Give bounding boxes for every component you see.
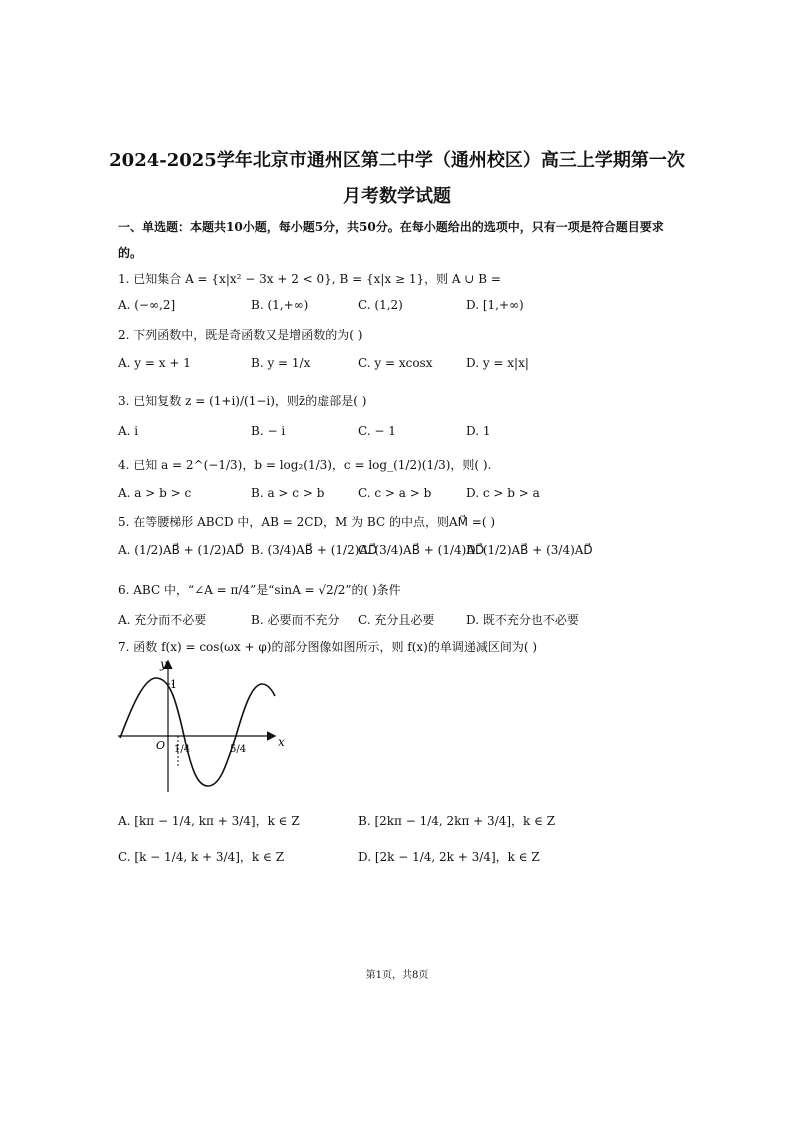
q5-option-a: A. (1/2)AB⃗ + (1/2)AD⃗ bbox=[118, 543, 245, 557]
q3-option-a: A. i bbox=[118, 424, 139, 438]
section-heading: 一、单选题：本题共10小题，每小题5分，共50分。在每小题给出的选项中，只有一项是符合题目要求 bbox=[118, 220, 664, 234]
section-heading-cont: 的。 bbox=[118, 246, 143, 260]
graph-tick-x2: 5/4 bbox=[230, 744, 247, 755]
q2-stem: 2. 下列函数中，既是奇函数又是增函数的为( ) bbox=[118, 328, 363, 342]
q6-option-d: D. 既不充分也不必要 bbox=[466, 613, 579, 627]
q4-stem: 4. 已知 a = 2^(−1/3)，b = log₂(1/3)，c = log_(1/2)(1/3)，则( ). bbox=[118, 458, 492, 472]
doc-title-line1: 2024-2025学年北京市通州区第二中学（通州校区）高三上学期第一次 bbox=[109, 150, 685, 171]
q2-option-a: A. y = x + 1 bbox=[118, 356, 191, 370]
q5-stem: 5. 在等腰梯形 ABCD 中，AB = 2CD，M 为 BC 的中点，则AM⃗ =( ) bbox=[118, 515, 496, 529]
graph-origin-label: O bbox=[156, 739, 166, 752]
q3-option-c: C. − 1 bbox=[358, 424, 396, 438]
q3-option-d: D. 1 bbox=[466, 424, 491, 438]
q2-option-b: B. y = 1/x bbox=[251, 356, 311, 370]
q3-option-b: B. − i bbox=[251, 424, 286, 438]
q7-cosine-graph bbox=[112, 656, 292, 796]
q4-option-a: A. a > b > c bbox=[118, 486, 192, 500]
page-footer: 第1页，共8页 bbox=[365, 970, 429, 981]
q7-option-d: D. [2k − 1/4, 2k + 3/4]，k ∈ Z bbox=[358, 850, 540, 864]
q6-option-c: C. 充分且必要 bbox=[358, 613, 435, 627]
q1-option-b: B. (1,+∞) bbox=[251, 298, 309, 312]
q2-option-c: C. y = xcosx bbox=[358, 356, 433, 370]
q3-stem: 3. 已知复数 z = (1+i)/(1−i)，则z̄的虚部是( ) bbox=[118, 394, 367, 408]
q1-option-c: C. (1,2) bbox=[358, 298, 403, 312]
graph-x-label: x bbox=[278, 735, 285, 749]
q7-option-a: A. [kπ − 1/4, kπ + 3/4]，k ∈ Z bbox=[118, 814, 300, 828]
q5-option-b: B. (3/4)AB⃗ + (1/2)AD⃗ bbox=[251, 543, 378, 557]
q6-option-a: A. 充分而不必要 bbox=[118, 613, 207, 627]
q7-option-b: B. [2kπ − 1/4, 2kπ + 3/4]，k ∈ Z bbox=[358, 814, 556, 828]
graph-tick-x1: 1/4 bbox=[174, 744, 191, 755]
q5-option-d: D. (1/2)AB⃗ + (3/4)AD⃗ bbox=[466, 543, 593, 557]
graph-y-label: y bbox=[160, 657, 167, 671]
q4-option-c: C. c > a > b bbox=[358, 486, 432, 500]
q4-option-b: B. a > c > b bbox=[251, 486, 325, 500]
graph-tick-y: 1 bbox=[170, 678, 177, 691]
cosine-curve bbox=[120, 678, 275, 786]
q7-option-c: C. [k − 1/4, k + 3/4]，k ∈ Z bbox=[118, 850, 285, 864]
q6-option-b: B. 必要而不充分 bbox=[251, 613, 340, 627]
q1-stem: 1. 已知集合 A = {x|x² − 3x + 2 < 0}, B = {x|x ≥ 1}，则 A ∪ B = bbox=[118, 272, 501, 286]
q2-option-d: D. y = x|x| bbox=[466, 356, 529, 370]
q6-stem: 6. ABC 中，“∠A = π/4”是“sinA = √2/2”的( )条件 bbox=[118, 583, 401, 597]
q5-option-c: C. (3/4)AB⃗ + (1/4)AD⃗ bbox=[358, 543, 485, 557]
q1-option-d: D. [1,+∞) bbox=[466, 298, 524, 312]
q1-option-a: A. (−∞,2] bbox=[118, 298, 176, 312]
q4-option-d: D. c > b > a bbox=[466, 486, 540, 500]
q7-stem: 7. 函数 f(x) = cos(ωx + φ)的部分图像如图所示，则 f(x)的单调递减区间为( ) bbox=[118, 640, 538, 654]
doc-title-line2: 月考数学试题 bbox=[343, 186, 451, 207]
